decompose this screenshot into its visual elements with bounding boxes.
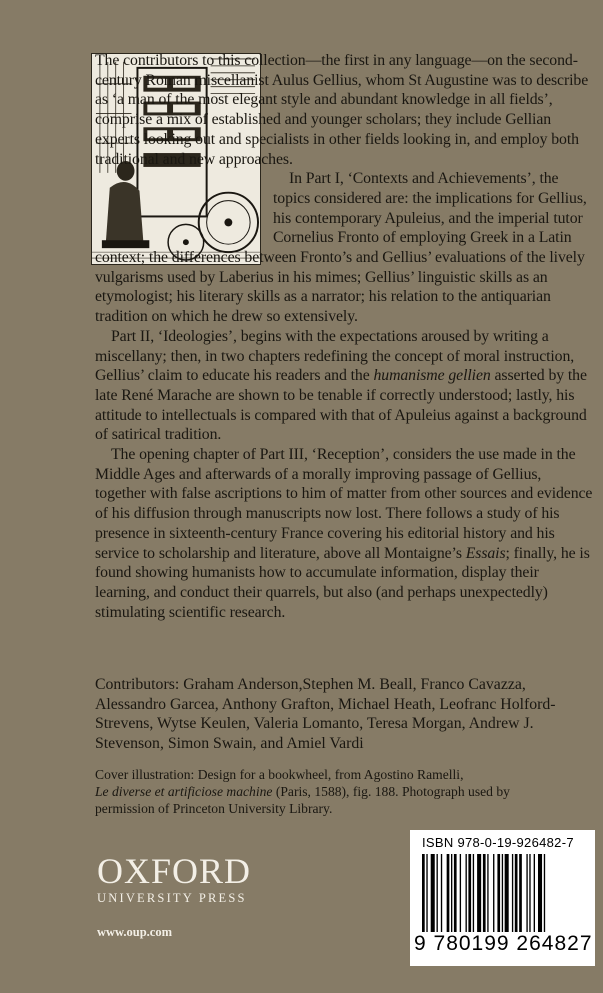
publisher-press: UNIVERSITY PRESS: [97, 891, 247, 905]
barcode-bar: [502, 854, 503, 932]
blurb-paragraph-4-italic: Essais: [465, 544, 506, 562]
barcode-bar: [466, 854, 467, 932]
cover-credit-rest: (Paris, 1588), fig. 188. Photograph used by permission of Princeton University Library.: [95, 784, 510, 816]
barcode-bar: [426, 854, 427, 932]
barcode-bar: [505, 854, 509, 932]
barcode-bar: [487, 854, 488, 932]
barcode-bar: [468, 854, 471, 932]
barcode-bar: [526, 854, 527, 932]
barcode-bar: [431, 854, 435, 932]
blurb-paragraph-4-text-a: The opening chapter of Part III, ‘Reception’, considers the use made in the Middle Ages and afterwards of a morally improving passage of Gellius, together with false ascriptions to him of matter from other sources and evidence of his diffusion through manuscripts now lost. There follows a study of his presence in sixteenth-century France covering his editorial history and his service to scholarship and literature, above all Montaigne’s: [95, 446, 593, 562]
contributors-list: Contributors: Graham Anderson,Stephen M. Beall, Franco Cavazza, Alessandro Garcea, Anthony Grafton, Michael Heath, Leofranc Holford-Strevens, Wytse Keulen, Valeria Lomanto, Teresa Morgan, Andrew J. Stevenson, Simon Swain, and Amiel Vardi: [95, 676, 556, 753]
isbn-label: ISBN 978-0-19-926482-7: [422, 835, 574, 850]
barcode-bar: [473, 854, 474, 932]
publisher-logo: [97, 853, 251, 906]
blurb-paragraph-3-text-b: asserted by the late René Marache are shown to be tenable if correctly understood; lastly, his attitude to intellectuals is compared with that of Apuleius against a background of satirical tradition.: [95, 367, 587, 444]
publisher-url: www.oup.com: [97, 925, 173, 939]
barcode-bar: [544, 854, 545, 932]
ean-digits: 9 780199 264827: [414, 932, 593, 955]
blurb-paragraph-4-text-b: ; finally, he is found showing humanists how to accumulate information, display their learning, and conduct their quarrels, but also (and perhaps unexpectedly) stimulating scientific research.: [95, 544, 590, 621]
barcode-bar: [447, 854, 450, 932]
barcode-bar: [460, 854, 461, 932]
blurb-paragraph-3-text-a: Part II, ‘Ideologies’, begins with the expectations aroused by writing a miscellany; then, in two chapters redefining the concept of moral instruction, Gellius’ claim to educate his readers and the: [95, 327, 575, 385]
barcode-bar: [512, 854, 513, 932]
blurb-paragraph-3: [95, 327, 595, 445]
barcode-bar: [519, 854, 522, 932]
blurb-paragraph-2: [95, 169, 595, 327]
blurb-paragraph-3-italic: humanisme gellien: [373, 367, 491, 385]
barcode-bar: [538, 854, 542, 932]
barcode-bar: [437, 854, 438, 932]
blurb-paragraph-4: [95, 445, 595, 622]
barcode-bar: [422, 854, 425, 932]
cover-credit: [95, 766, 565, 817]
barcode-bars: [416, 854, 590, 932]
publisher-name: OXFORD: [97, 851, 252, 891]
barcode-bar: [534, 854, 535, 932]
barcode-bar: [497, 854, 500, 932]
barcode-bar: [441, 854, 442, 932]
back-cover-blurb: [95, 51, 595, 622]
cover-credit-title: Le diverse et artificiose machine: [95, 784, 273, 799]
barcode-bar: [451, 854, 452, 932]
blurb-paragraph-2-wrapped: In Part I, ‘Contexts and Achievements’, the topics considered are: the implications for Gellius, his contemporary Apuleius, and the imperial tutor Cornelius Fronto of employing Greek in a Latin: [273, 170, 587, 247]
barcode-bar: [477, 854, 481, 932]
barcode-bar: [515, 854, 518, 932]
cover-credit-line: Cover illustration: Design for a bookwheel, from Agostino Ramelli,: [95, 767, 464, 782]
blurb-paragraph-2-continued: context; the differences between Fronto’s and Gellius’ evaluations of the lively vulgarisms used by Laberius in his mimes; Gellius’ linguistic skills as an etymologist; his literary skills as a narrator; his relation to the antiquarian tradition on which he drew so extensively.: [95, 249, 585, 326]
barcode-bar: [483, 854, 486, 932]
barcode-bar: [454, 854, 457, 932]
barcode-bar: [493, 854, 494, 932]
isbn-barcode: [410, 830, 595, 966]
blurb-paragraph-1: The contributors to this collection—the first in any language—on the second-century Roman miscellanist Aulus Gellius, whom St Augustine was to describe as ‘a man of the most elegant style and abundant knowledge in all fields’, comprise a mix of established and younger scholars; they include Gellian experts looking out and specialists in other fields looking in, and employ both traditional and new approaches.: [95, 52, 589, 168]
barcode-bar: [529, 854, 530, 932]
